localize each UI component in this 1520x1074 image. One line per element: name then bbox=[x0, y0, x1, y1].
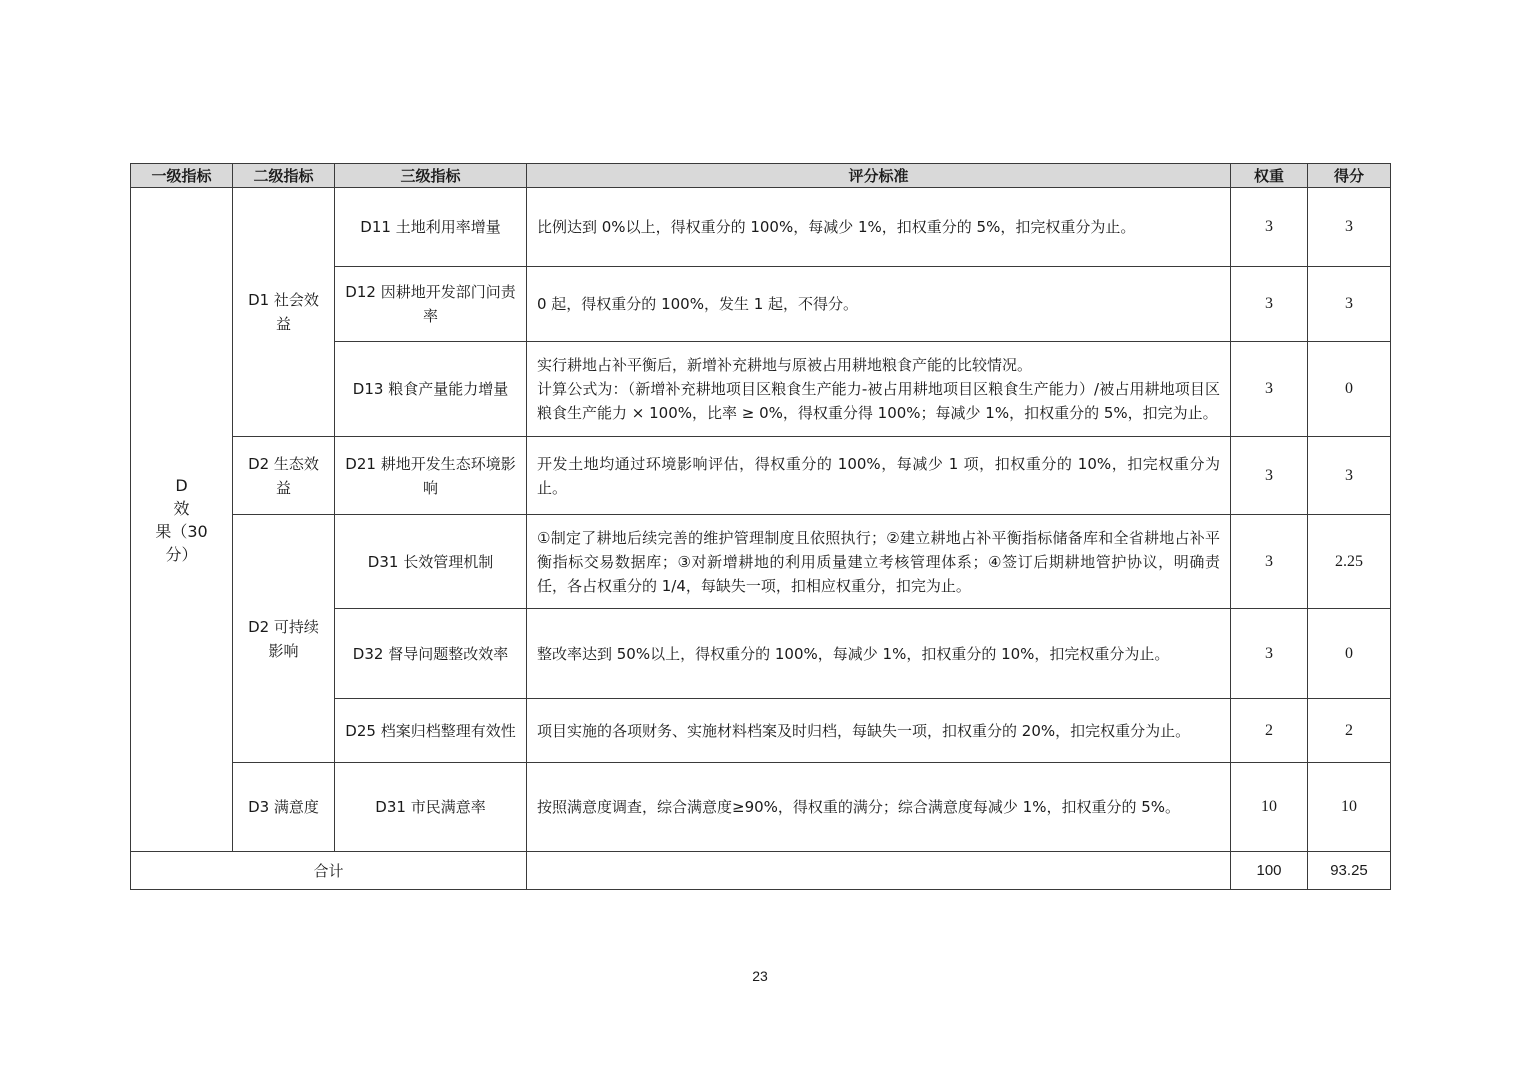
score-cell: 10 bbox=[1308, 763, 1391, 852]
criteria-cell: 项目实施的各项财务、实施材料档案及时归档，每缺失一项，扣权重分的 20%，扣完权重分为止。 bbox=[527, 699, 1231, 763]
score-cell: 0 bbox=[1308, 342, 1391, 437]
criteria-cell: ①制定了耕地后续完善的维护管理制度且依照执行；②建立耕地占补平衡指标储备库和全省耕地占补平衡指标交易数据库；③对新增耕地的利用质量建立考核管理体系；④签订后期耕地管护协议，明确责任，各占权重分的 1/4，每缺失一项，扣相应权重分，扣完为止。 bbox=[527, 515, 1231, 609]
weight-cell: 3 bbox=[1231, 437, 1308, 515]
criteria-cell: 整改率达到 50%以上，得权重分的 100%，每减少 1%，扣权重分的 10%，扣完权重分为止。 bbox=[527, 609, 1231, 699]
weight-cell: 3 bbox=[1231, 188, 1308, 267]
header-level3: 三级指标 bbox=[335, 164, 527, 188]
weight-cell: 3 bbox=[1231, 609, 1308, 699]
header-row bbox=[131, 164, 1391, 188]
score-cell: 3 bbox=[1308, 437, 1391, 515]
level3-cell: D32 督导问题整改效率 bbox=[335, 609, 527, 699]
total-criteria bbox=[527, 852, 1231, 890]
weight-cell: 3 bbox=[1231, 515, 1308, 609]
score-cell: 2 bbox=[1308, 699, 1391, 763]
level3-cell: D13 粮食产量能力增量 bbox=[335, 342, 527, 437]
level2-cell: D2 可持续影响 bbox=[233, 515, 335, 763]
level3-cell: D21 耕地开发生态环境影响 bbox=[335, 437, 527, 515]
level3-cell: D31 市民满意率 bbox=[335, 763, 527, 852]
weight-cell: 2 bbox=[1231, 699, 1308, 763]
criteria-line: 实行耕地占补平衡后，新增补充耕地与原被占用耕地粮食产能的比较情况。 bbox=[537, 356, 1033, 374]
page-number: 23 bbox=[752, 968, 768, 984]
evaluation-table bbox=[130, 163, 1391, 890]
level3-cell: D12 因耕地开发部门问责率 bbox=[335, 267, 527, 342]
level3-cell: D25 档案归档整理有效性 bbox=[335, 699, 527, 763]
score-cell: 0 bbox=[1308, 609, 1391, 699]
header-score: 得分 bbox=[1308, 164, 1391, 188]
level3-cell: D31 长效管理机制 bbox=[335, 515, 527, 609]
total-row bbox=[131, 852, 1391, 890]
table-row bbox=[131, 763, 1391, 852]
level1-cell: D 效 果（30 分） bbox=[131, 188, 233, 852]
header-level2: 二级指标 bbox=[233, 164, 335, 188]
header-weight: 权重 bbox=[1231, 164, 1308, 188]
criteria-cell: 按照满意度调查，综合满意度≥90%，得权重的满分；综合满意度每减少 1%，扣权重分的 5%。 bbox=[527, 763, 1231, 852]
total-label: 合计 bbox=[131, 852, 527, 890]
criteria-line: 计算公式为：（新增补充耕地项目区粮食生产能力-被占用耕地项目区粮食生产能力）/被占用耕地项目区粮食生产能力 × 100%，比率 ≥ 0%，得权重分得 100%；每减少 1%，扣权重分的 5%，扣完为止。 bbox=[537, 380, 1220, 422]
weight-cell: 3 bbox=[1231, 267, 1308, 342]
criteria-cell: 比例达到 0%以上，得权重分的 100%，每减少 1%，扣权重分的 5%，扣完权重分为止。 bbox=[527, 188, 1231, 267]
level2-cell: D1 社会效益 bbox=[233, 188, 335, 437]
level2-cell: D2 生态效益 bbox=[233, 437, 335, 515]
score-cell: 3 bbox=[1308, 188, 1391, 267]
total-weight: 100 bbox=[1231, 852, 1308, 890]
total-score: 93.25 bbox=[1308, 852, 1391, 890]
level3-cell: D11 土地利用率增量 bbox=[335, 188, 527, 267]
table-row bbox=[131, 515, 1391, 609]
criteria-cell bbox=[527, 342, 1231, 437]
score-cell: 3 bbox=[1308, 267, 1391, 342]
weight-cell: 3 bbox=[1231, 342, 1308, 437]
weight-cell: 10 bbox=[1231, 763, 1308, 852]
table-row bbox=[131, 437, 1391, 515]
criteria-cell: 0 起，得权重分的 100%，发生 1 起，不得分。 bbox=[527, 267, 1231, 342]
criteria-cell: 开发土地均通过环境影响评估，得权重分的 100%，每减少 1 项，扣权重分的 10%，扣完权重分为止。 bbox=[527, 437, 1231, 515]
level2-cell: D3 满意度 bbox=[233, 763, 335, 852]
score-cell: 2.25 bbox=[1308, 515, 1391, 609]
table-row bbox=[131, 188, 1391, 267]
header-level1: 一级指标 bbox=[131, 164, 233, 188]
header-criteria: 评分标准 bbox=[527, 164, 1231, 188]
